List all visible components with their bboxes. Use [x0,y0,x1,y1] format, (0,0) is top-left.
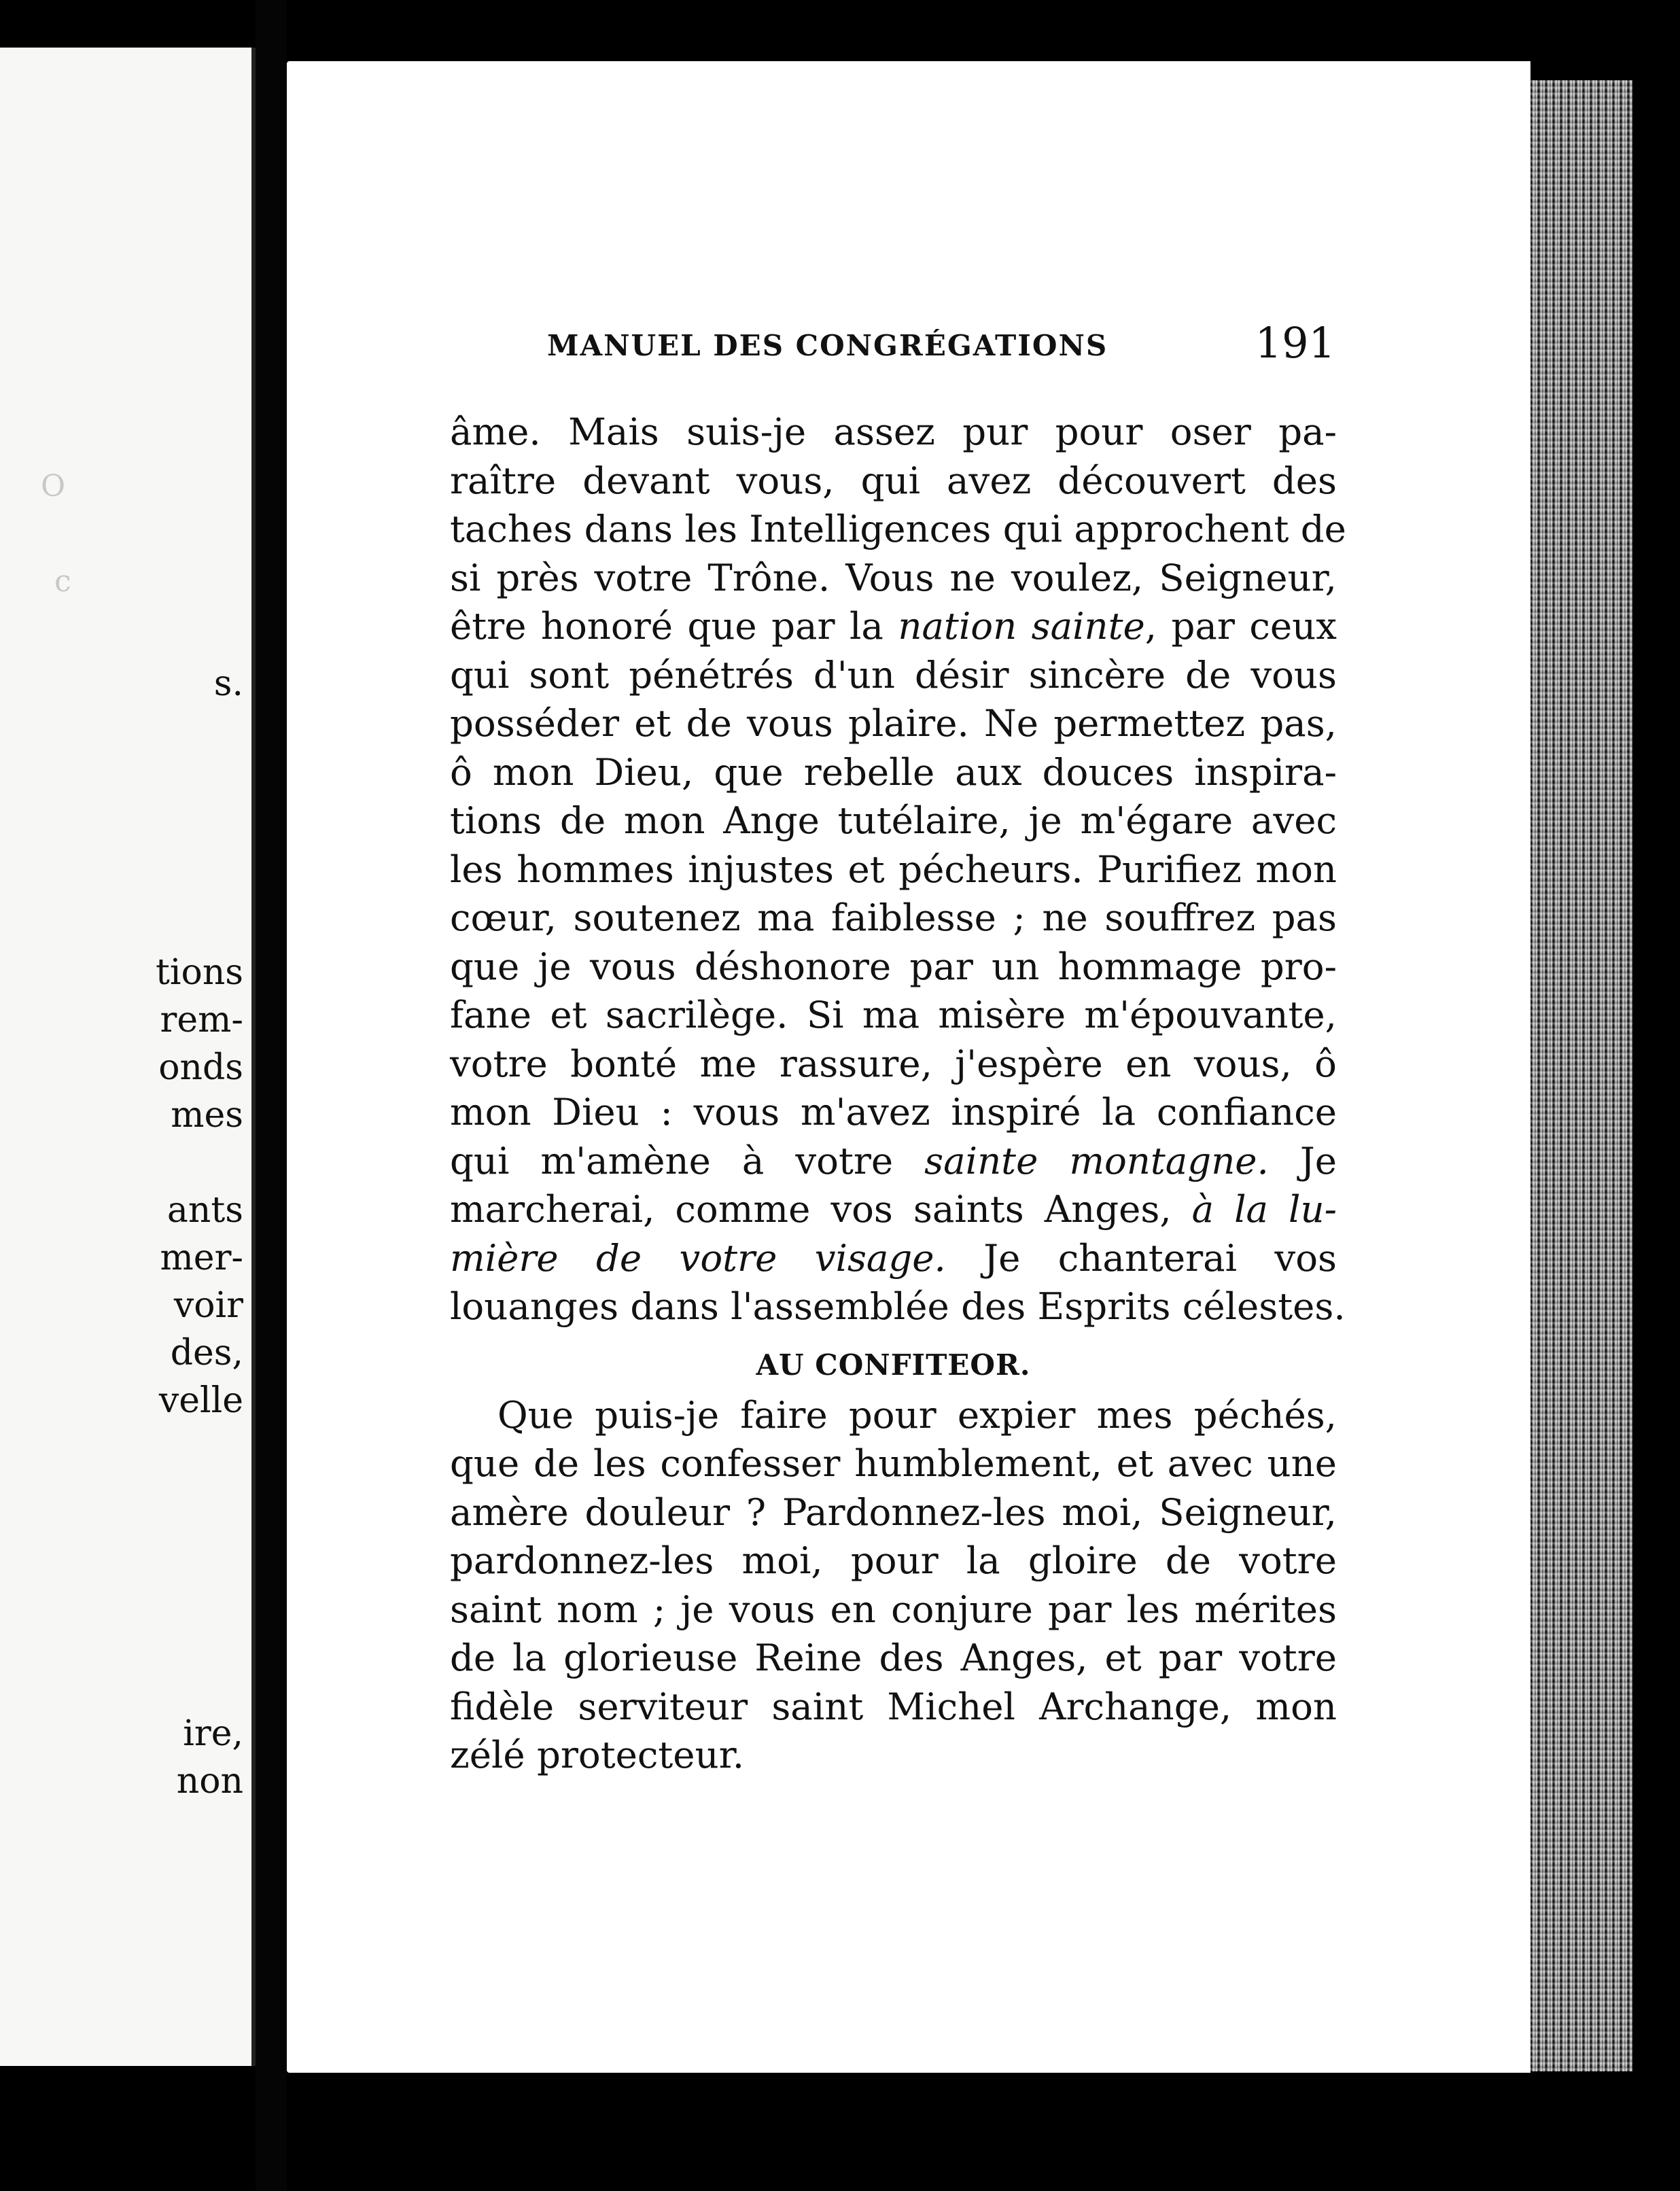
text-line: âme. Mais suis-je assez pur pour oser pa- [450,410,1337,453]
page-number: 191 [1255,318,1335,368]
text-run: marcherai, comme vos saints Anges, [450,1187,1192,1231]
text-line: pardonnez-les moi, pour la gloire de votre [450,1539,1337,1582]
page-body [450,408,1346,1780]
bleed-through-mark: O [41,469,66,504]
text-line [450,602,1337,651]
text-line: fane et sacrilège. Si ma misère m'épouvante, [450,993,1337,1036]
italic-phrase: nation sainte [898,604,1145,648]
text-line: mon Dieu : vous m'avez inspiré la confiance [450,1090,1337,1134]
text-line: tions de mon Ange tutélaire, je m'égare avec [450,799,1337,842]
left-page-fragment: ants [167,1190,243,1231]
text-line: taches dans les Intelligences qui approchent de [450,507,1346,550]
text-line: fidèle serviteur saint Michel Archange, mon [450,1684,1337,1728]
text-line: les hommes injustes et pécheurs. Purifiez mon [450,847,1337,891]
running-title: MANUEL DES CONGRÉGATIONS [547,329,1108,362]
left-page-fragment: non [176,1761,243,1802]
text-line: que de les confesser humblement, et avec une [450,1441,1337,1485]
left-page-fragment: ire, [183,1713,243,1754]
text-run: Je [1268,1138,1337,1182]
bleed-through-mark: c [54,564,71,599]
left-page-fragment: des, [170,1333,243,1373]
left-page-fragment: mer- [160,1238,243,1278]
text-line: votre bonté me rassure, j'espère en vous, ô [450,1041,1337,1085]
text-line [450,1185,1337,1234]
left-page-fragment: rem- [160,1000,243,1040]
text-run: être honoré que par la [450,604,898,648]
italic-phrase: mière de votre visage. [450,1235,946,1280]
previous-page-edge [0,48,256,2066]
section-heading: AU CONFITEOR. [756,1348,1031,1382]
left-page-fragment: voir [173,1285,243,1326]
text-line: zélé protecteur. [450,1733,745,1776]
left-page-fragment: tions [155,952,243,993]
text-run: , par ceux [1144,604,1337,648]
text-line: amère douleur ? Pardonnez-les moi, Seigneur, [450,1490,1337,1534]
left-page-fragment: onds [158,1047,243,1088]
left-page-fragment: mes [171,1095,243,1136]
text-line [450,1234,1337,1283]
text-line: raître devant vous, qui avez découvert des [450,458,1337,502]
text-line: de la glorieuse Reine des Anges, et par votre [450,1636,1337,1679]
text-line [450,1137,1337,1186]
text-line: posséder et de vous plaire. Ne permettez pas, [450,701,1337,745]
italic-phrase: sainte montagne. [924,1138,1269,1182]
text-line: saint nom ; je vous en conjure par les mérites [450,1587,1337,1631]
page-header [547,318,1335,372]
left-page-fragment: s. [213,663,243,704]
text-line: qui sont pénétrés d'un désir sincère de vous [450,652,1337,697]
text-run: Je chanterai vos [945,1235,1337,1280]
left-page-fragment: velle [158,1380,243,1421]
text-line: ô mon Dieu, que rebelle aux douces inspira- [450,750,1337,794]
book-gutter [256,0,287,2191]
text-run: qui m'amène à votre [450,1138,925,1182]
text-line: si près votre Trône. Vous ne voulez, Seigneur, [450,555,1337,599]
text-line: louanges dans l'assemblée des Esprits célestes. [450,1284,1346,1328]
page-edge-texture [1530,80,1632,2071]
text-line: que je vous déshonore par un hommage pro- [450,944,1337,988]
italic-phrase: à la lu- [1191,1187,1337,1231]
text-line: Que puis-je faire pour expier mes péchés, [497,1392,1337,1437]
text-line: cœur, soutenez ma faiblesse ; ne souffrez pas [450,896,1337,939]
